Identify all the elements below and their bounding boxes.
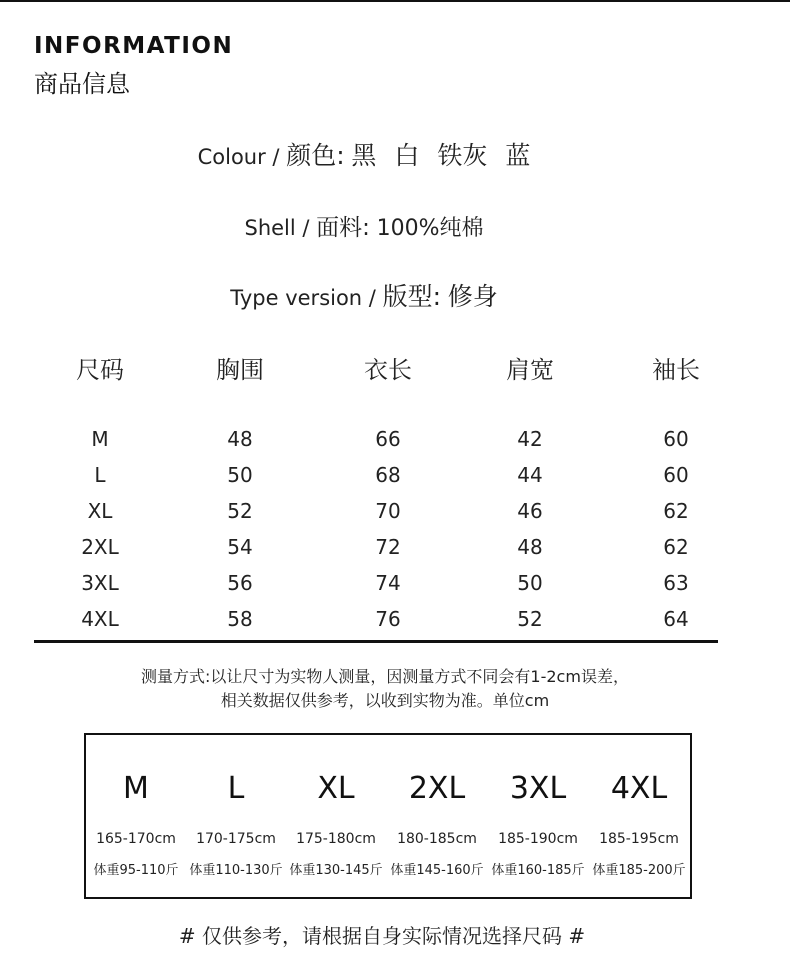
table-cell-chest: 56 <box>227 571 253 595</box>
type-sep: / <box>362 286 383 310</box>
colour-value-4: 蓝 <box>505 141 531 170</box>
table-cell-length: 76 <box>375 607 401 631</box>
type-line <box>0 277 728 313</box>
colour-line <box>0 136 728 172</box>
guide-size: 2XL <box>408 771 466 806</box>
colour-label: Colour <box>197 145 266 169</box>
guide-size: XL <box>317 771 355 806</box>
type-label-cn: 版型: <box>382 282 441 311</box>
table-cell-length: 66 <box>375 427 401 451</box>
table-cell-sleeve: 64 <box>663 607 689 631</box>
guide-height: 165-170cm <box>96 831 176 847</box>
guide-height: 185-195cm <box>599 831 679 847</box>
guide-weight: 体重130-145斤 <box>289 863 383 878</box>
table-cell-shoulder: 44 <box>517 463 543 487</box>
table-header-shoulder: 肩宽 <box>506 356 554 384</box>
guide-height: 175-180cm <box>296 831 376 847</box>
table-cell-shoulder: 42 <box>517 427 543 451</box>
measure-note-line-1: 测量方式:以让尺寸为实物人测量，因测量方式不同会有1-2cm误差， <box>141 667 629 686</box>
table-cell-length: 74 <box>375 571 401 595</box>
table-cell-size: 2XL <box>81 535 119 559</box>
table-cell-sleeve: 60 <box>663 427 689 451</box>
guide-weight: 体重110-130斤 <box>189 863 283 878</box>
table-cell-size: 4XL <box>81 607 119 631</box>
colour-value-3: 铁灰 <box>437 141 488 170</box>
table-cell-chest: 48 <box>227 427 253 451</box>
footer-note: # 仅供参考，请根据自身实际情况选择尺码 # <box>178 924 586 948</box>
table-cell-sleeve: 62 <box>663 535 689 559</box>
section-title-cn: 商品信息 <box>34 70 130 98</box>
table-cell-length: 68 <box>375 463 401 487</box>
colour-value-1: 黑 <box>351 141 377 170</box>
table-header-length: 衣长 <box>364 356 412 384</box>
guide-weight: 体重95-110斤 <box>93 863 179 878</box>
table-cell-chest: 52 <box>227 499 253 523</box>
table-header-chest: 胸围 <box>216 356 264 384</box>
colour-sep: / <box>265 145 287 169</box>
table-bottom-rule <box>34 640 718 643</box>
table-cell-sleeve: 63 <box>663 571 689 595</box>
table-cell-size: 3XL <box>81 571 119 595</box>
guide-size: 3XL <box>509 771 567 806</box>
table-cell-chest: 54 <box>227 535 253 559</box>
table-cell-sleeve: 62 <box>663 499 689 523</box>
shell-line <box>0 209 728 242</box>
shell-value: 100%纯棉 <box>376 216 484 241</box>
table-cell-shoulder: 50 <box>517 571 543 595</box>
table-header-size: 尺码 <box>76 356 124 384</box>
shell-label: Shell <box>244 216 296 240</box>
table-cell-shoulder: 48 <box>517 535 543 559</box>
table-cell-length: 72 <box>375 535 401 559</box>
table-cell-sleeve: 60 <box>663 463 689 487</box>
guide-size: M <box>123 771 149 806</box>
guide-height: 185-190cm <box>498 831 578 847</box>
table-cell-chest: 50 <box>227 463 253 487</box>
colour-label-cn: 颜色: <box>286 141 345 170</box>
table-cell-shoulder: 52 <box>517 607 543 631</box>
table-cell-chest: 58 <box>227 607 253 631</box>
guide-height: 180-185cm <box>397 831 477 847</box>
table-cell-length: 70 <box>375 499 401 523</box>
table-cell-size: L <box>94 463 106 487</box>
size-guide-box <box>84 733 692 899</box>
guide-size: L <box>227 771 245 806</box>
table-cell-size: M <box>91 427 109 451</box>
measure-note-line-2: 相关数据仅供参考，以收到实物为准。单位cm <box>220 691 550 710</box>
guide-height: 170-175cm <box>196 831 276 847</box>
table-cell-size: XL <box>87 499 113 523</box>
guide-weight: 体重185-200斤 <box>592 863 686 878</box>
shell-label-cn: 面料: <box>316 215 370 241</box>
shell-sep: / <box>295 216 317 240</box>
top-border-line <box>0 0 790 2</box>
table-header-sleeve: 袖长 <box>652 356 700 384</box>
type-label: Type version <box>230 286 363 310</box>
guide-weight: 体重145-160斤 <box>390 863 484 878</box>
type-value: 修身 <box>447 282 498 311</box>
colour-value-2: 白 <box>394 141 420 170</box>
section-title-en: INFORMATION <box>34 33 234 59</box>
guide-size: 4XL <box>610 771 668 806</box>
guide-weight: 体重160-185斤 <box>491 863 585 878</box>
table-cell-shoulder: 46 <box>517 499 543 523</box>
